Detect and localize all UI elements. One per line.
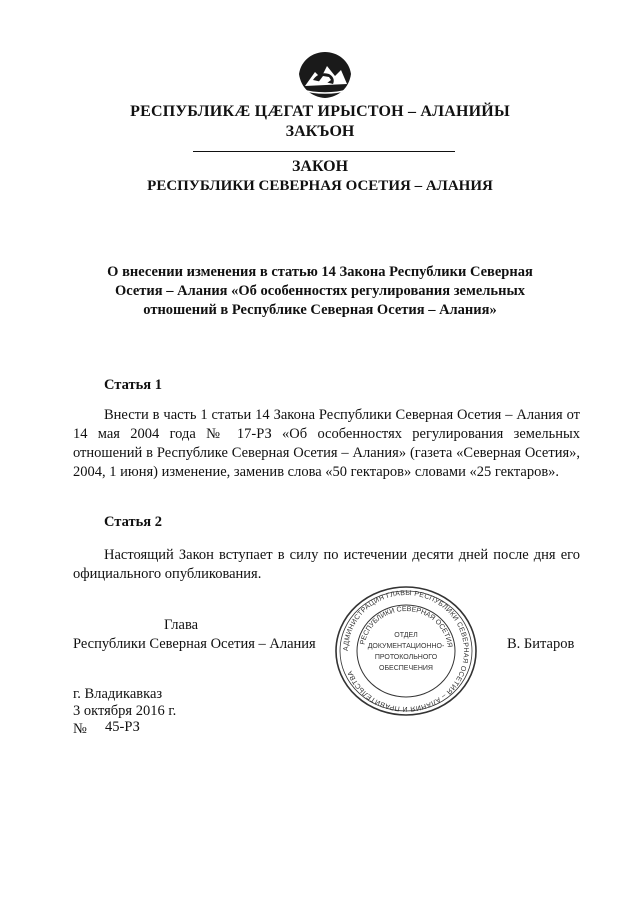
stamp-center-line: ОТДЕЛ bbox=[394, 632, 418, 639]
signing-city: г. Владикавказ bbox=[73, 686, 163, 702]
header-republic-ossetian: РЕСПУБЛИКÆ ЦÆГАТ ИРЫСТОН – АЛАНИЙЫ bbox=[130, 103, 510, 120]
stamp-center-line: ПРОТОКОЛЬНОГО bbox=[374, 654, 438, 661]
signatory-name: В. Битаров bbox=[507, 636, 575, 652]
article-2-text: Настоящий Закон вступает в силу по истечении десяти дней после дня его официального опубликования. bbox=[73, 547, 580, 582]
stamp-inner-text: РЕСПУБЛИКИ СЕВЕРНАЯ ОСЕТИЯ bbox=[359, 605, 453, 648]
stamp-center-line: ДОКУМЕНТАЦИОННО- bbox=[367, 643, 445, 650]
header-law-russian: ЗАКОН bbox=[291, 158, 349, 175]
header-republic-russian: РЕСПУБЛИКИ СЕВЕРНАЯ ОСЕТИЯ – АЛАНИЯ bbox=[147, 178, 493, 194]
article-1-text: Внести в часть 1 статьи 14 Закона Республики Северная Осетия – Алания от 14 мая 2004 года № 17-РЗ «Об особенностях регулирования земельных отношений в Республике Северная Осетия – Алания» (газета «Северная Осетия», 2004, 1 июня) изменение, заменив слова «50 гектаров» словами «25 гектаров». bbox=[73, 407, 580, 480]
header-law-ossetian: ЗАКЪОН bbox=[285, 123, 355, 140]
svg-text:РЕСПУБЛИКИ СЕВЕРНАЯ ОСЕТИЯ bbox=[360, 606, 453, 648]
stamp-center-line: ОБЕСПЕЧЕНИЯ bbox=[379, 665, 433, 672]
signatory-title: Глава bbox=[164, 617, 199, 633]
stamp-outer-text: АДМИНИСТРАЦИЯ ГЛАВЫ РЕСПУБЛИКИ СЕВЕРНАЯ ОСЕТИЯ – АЛАНИЯ И ПРАВИТЕЛЬСТВА bbox=[342, 589, 470, 713]
signatory-role: Республики Северная Осетия – Алания bbox=[73, 636, 316, 652]
article-2-title: Статья 2 bbox=[104, 514, 162, 530]
law-number: 45-РЗ bbox=[105, 719, 140, 735]
header-divider bbox=[193, 151, 455, 152]
law-number-sign: № bbox=[73, 721, 87, 737]
official-stamp bbox=[333, 585, 479, 717]
emblem-icon bbox=[297, 50, 353, 100]
signing-date: 3 октября 2016 г. bbox=[73, 703, 177, 719]
article-1-title: Статья 1 bbox=[104, 377, 162, 393]
law-subject: О внесении изменения в статью 14 Закона Республики Северная Осетия – Алания «Об особенностях регулирования земельных отношений в Республике Северная Осетия – Алания» bbox=[107, 264, 533, 318]
